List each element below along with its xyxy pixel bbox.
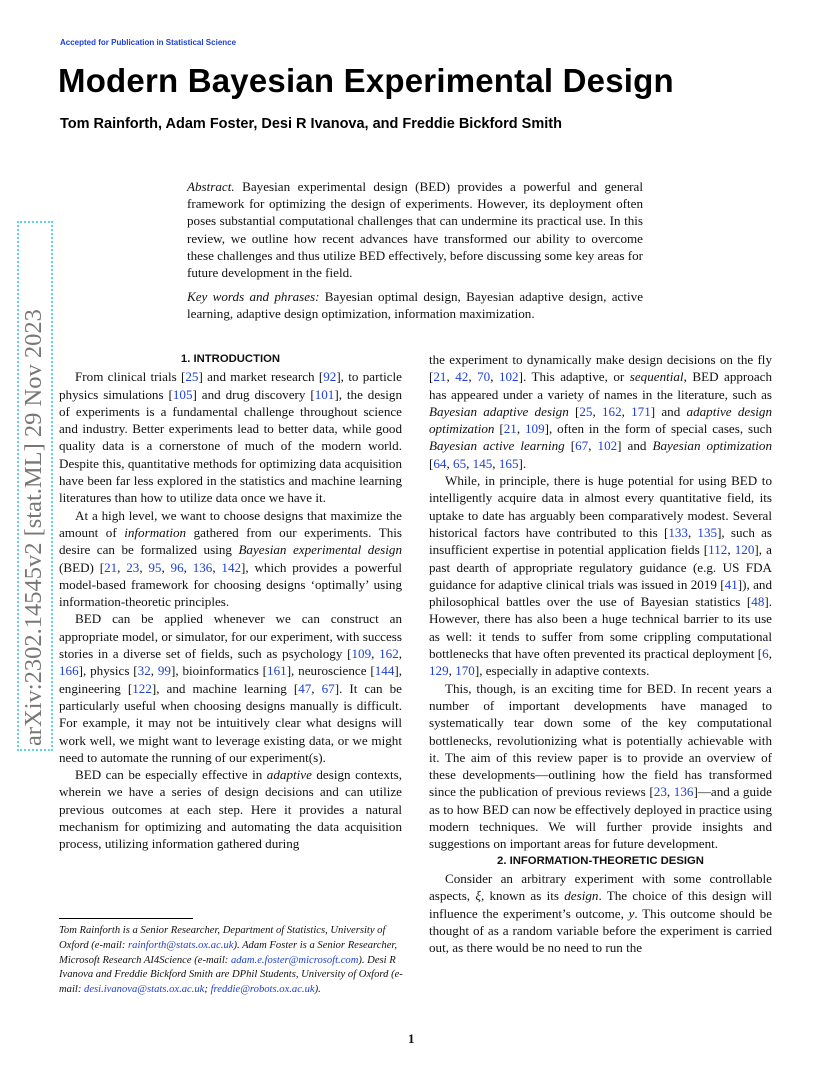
- citation-link[interactable]: 102: [597, 438, 618, 454]
- citation-link[interactable]: 101: [314, 386, 335, 402]
- paper-title: Modern Bayesian Experimental Design: [58, 62, 674, 99]
- citation-link[interactable]: 67: [321, 680, 335, 696]
- email-link[interactable]: rainforth@stats.ox.ac.uk: [128, 939, 234, 951]
- abstract: [187, 178, 643, 330]
- email-link[interactable]: adam.e.foster@microsoft.com: [231, 954, 359, 966]
- citation-link[interactable]: 136: [192, 559, 213, 575]
- citation-link[interactable]: 21: [433, 369, 447, 385]
- citation-link[interactable]: 21: [503, 421, 517, 437]
- citation-link[interactable]: 171: [631, 403, 651, 419]
- citation-link[interactable]: 42: [455, 369, 469, 385]
- citation-link[interactable]: 162: [601, 403, 622, 419]
- citation-link[interactable]: 95: [148, 559, 162, 575]
- citation-link[interactable]: 122: [132, 680, 152, 696]
- section-heading-introduction: 1. INTRODUCTION: [180, 353, 281, 365]
- paragraph: BED can be applied whenever we can construct an appropriate model, or simulator, for our experiment, with success stories in a diverse set of fields, such as psychology [109, 162, 166], physics [32, 99], bioinformatics [161], neuroscience [144], engineering [122], and machine learning [47, 67]. It can be particularly useful when choosing designs manually is difficult. For example, it may not be intuitively clear what designs will work well, we might want to leverage existing data, or we might need to automate the running of our experiment(s).: [59, 611, 403, 765]
- citation-link[interactable]: 70: [477, 369, 491, 385]
- footnote-rule: [59, 918, 193, 919]
- citation-link[interactable]: 136: [673, 784, 694, 800]
- citation-link[interactable]: 144: [374, 663, 395, 679]
- page-number: 1: [408, 1031, 415, 1046]
- citation-link[interactable]: 105: [172, 386, 193, 402]
- email-link[interactable]: desi.ivanova@stats.ox.ac.uk: [84, 984, 205, 996]
- citation-link[interactable]: 48: [751, 594, 765, 610]
- citation-link[interactable]: 112: [708, 542, 728, 558]
- citation-link[interactable]: 161: [267, 663, 287, 679]
- citation-link[interactable]: 142: [221, 559, 242, 575]
- paragraph: At a high level, we want to choose designs that maximize the amount of information gathered from our experiments. This desire can be formalized using Bayesian experimental design (BED) [21, 23, 95, 96, 136, 142], which provides a powerful model-based framework for choosing designs ‘optimally’ using information-theoretic principles.: [59, 507, 402, 610]
- citation-link[interactable]: 41: [724, 576, 738, 592]
- citation-link[interactable]: 165: [498, 455, 519, 471]
- abstract-text: Bayesian experimental design (BED) provides a powerful and general framework for optimizing the design of experiments. However, its deployment often poses substantial computational challenges that can undermine its practical use. In this review, we outline how recent advances have transformed our ability to overcome these challenges and thus utilize BED effectively, before discussing some key areas for future development in the field.: [187, 179, 643, 281]
- citation-link[interactable]: 23: [653, 784, 667, 800]
- citation-link[interactable]: 109: [524, 421, 545, 437]
- citation-link[interactable]: 25: [579, 403, 593, 419]
- paragraph: While, in principle, there is huge potential for using BED to intelligently acquire data in almost every quantitative field, its uptake to date has arguably been comparatively modest. Several historical factors have contributed to this [133, 135], such as insufficient expertise in potential application fields [112, 120], a past dearth of appropriate regulatory guidance (e.g. US FDA guidance for adaptive clinical trials was issued in 2019 [41]), and philosophical battles over the use of Bayesian statistics [48]. However, there has also been a huge technical barrier to its use as well: it tends to suffer from some crippling computational bottlenecks that have often prevented its practical deployment [6, 129, 170], especially in adaptive contexts.: [429, 473, 772, 679]
- paragraph: From clinical trials [25] and market research [92], to particle physics simulations [105] and drug discovery [101], the design of experiments is a fundamental challenge throughout science and industry. Better experiments lead to better data, while good quality data is a cornerstone of much of the modern world. Despite this, quantitative methods for optimizing data acquisition have been far less explored in the statistics and machine learning literatures than how to utilize data once we have it.: [59, 369, 402, 506]
- arxiv-stamp[interactable]: arXiv:2302.14545v2 [stat.ML] 29 Nov 2023: [20, 224, 50, 748]
- citation-link[interactable]: 92: [323, 369, 337, 385]
- citation-link[interactable]: 47: [298, 680, 312, 696]
- citation-link[interactable]: 99: [157, 663, 171, 679]
- citation-link[interactable]: 162: [379, 646, 399, 662]
- citation-link[interactable]: 23: [126, 559, 140, 575]
- left-column: [59, 351, 402, 853]
- paragraph: BED can be especially effective in adaptive design contexts, wherein we have a series of design decisions and can utilize previous outcomes at each step. Here it provides a natural mechanism for optimizing and automating the data acquisition process, utilizing information gathered during: [59, 767, 402, 852]
- footnote-text: ). Adam Foster is a Senior Researcher, Microsoft Research AI4Science (e-mail:: [59, 939, 398, 966]
- right-column: [429, 351, 772, 956]
- citation-link[interactable]: 67: [575, 438, 589, 454]
- citation-link[interactable]: 25: [185, 369, 199, 385]
- citation-link[interactable]: 6: [762, 646, 769, 662]
- citation-link[interactable]: 32: [137, 663, 151, 679]
- keywords-label: Key words and phrases:: [187, 289, 320, 305]
- citation-link[interactable]: 64: [433, 455, 447, 471]
- citation-link[interactable]: 21: [104, 559, 118, 575]
- author-list: Tom Rainforth, Adam Foster, Desi R Ivanova, and Freddie Bickford Smith: [60, 116, 562, 132]
- author-footnote: [59, 924, 403, 998]
- citation-link[interactable]: 135: [697, 524, 718, 540]
- section-heading-information-theoretic: 2. INFORMATION-THEORETIC DESIGN: [497, 854, 704, 867]
- paragraph: Consider an arbitrary experiment with some controllable aspects, ξ, known as its design. The choice of this design will influence the experiment’s outcome, y. This outcome should be thought of as a random variable before the experiment is carried out, as there would be no need to run the: [429, 870, 773, 956]
- citation-link[interactable]: 120: [734, 542, 755, 558]
- citation-link[interactable]: 102: [498, 369, 519, 385]
- paragraph: the experiment to dynamically make design decisions on the fly [21, 42, 70, 102]. This adaptive, or sequential, BED approach has appeared under a variety of names in the literature, such as Bayesian adaptive design [25, 162, 171] and adaptive design optimization [21, 109], often in the form of special cases, such Bayesian active learning [67, 102] and Bayesian optimization [64, 65, 145, 165].: [429, 352, 773, 471]
- abstract-label: Abstract.: [187, 179, 235, 194]
- citation-link[interactable]: 133: [668, 524, 688, 540]
- footnote-text: ;: [204, 984, 211, 996]
- citation-link[interactable]: 109: [351, 646, 372, 662]
- citation-link[interactable]: 129: [429, 663, 449, 679]
- publication-status: Accepted for Publication in Statistical Science: [60, 38, 237, 47]
- citation-link[interactable]: 145: [472, 455, 493, 471]
- citation-link[interactable]: 65: [453, 455, 467, 471]
- email-link[interactable]: freddie@robots.ox.ac.uk: [210, 984, 315, 996]
- keywords-paragraph: [187, 288, 643, 322]
- footnote-text: ). Desi R Ivanova and Freddie Bickford Smith are DPhil Students, University of Oxford (e-mail:: [59, 954, 403, 996]
- abstract-paragraph: [187, 178, 643, 281]
- keywords-text: Bayesian optimal design, Bayesian adaptive design, active learning, adaptive design optimization, information maximization.: [187, 289, 643, 322]
- citation-link[interactable]: 166: [59, 663, 79, 679]
- citation-link[interactable]: 96: [170, 559, 184, 575]
- paragraph: This, though, is an exciting time for BED. In recent years a number of important developments have managed to systematically tear down some of the key computational bottlenecks, revolutionizing what is potentially achievable with it. The aim of this review paper is to provide an overview of these developments—outlining how the field has transformed since the publication of previous reviews [23, 136]—and a guide as to how BED can now be effectively deployed in practice using modern techniques. We will further provide insights and suggestions on important areas for future development.: [429, 680, 772, 852]
- footnote-text: ).: [314, 984, 321, 996]
- footnote-text: Tom Rainforth is a Senior Researcher, Department of Statistics, University of Oxford (e-mail:: [59, 925, 386, 951]
- citation-link[interactable]: 170: [455, 663, 475, 679]
